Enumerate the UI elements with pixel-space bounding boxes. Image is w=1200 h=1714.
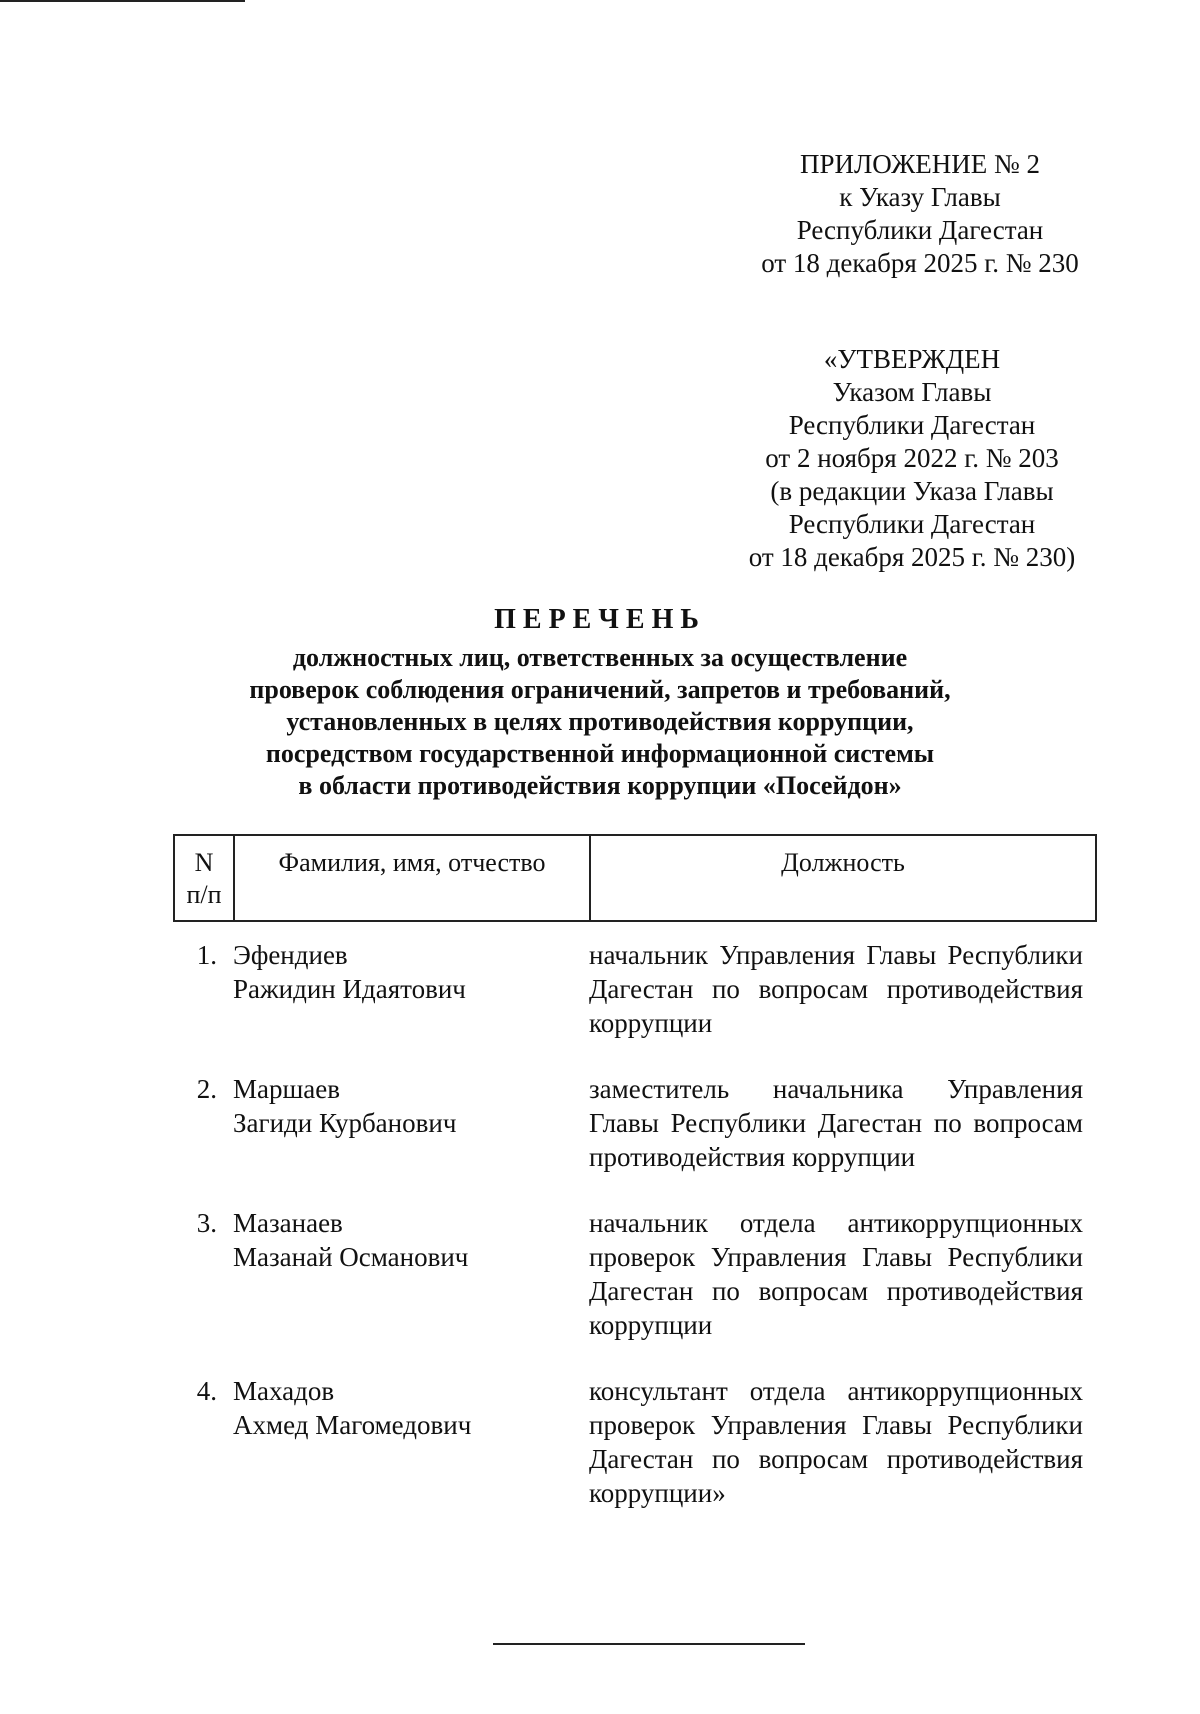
row-full-name — [233, 1072, 589, 1174]
table-header — [173, 834, 1097, 922]
appendix-date: от 18 декабря 2025 г. № 230 — [761, 248, 1079, 278]
row-position: начальник отдела антикоррупционных проверок Управления Главы Республики Дагестан по вопросам противодействия коррупции — [589, 1208, 1083, 1340]
row-surname: Мазанаев — [233, 1208, 343, 1238]
title-line-4: посредством государственной информационной системы — [265, 739, 935, 768]
approval-decree: Указом Главы — [832, 377, 992, 407]
approval-republic: Республики Дагестан — [788, 410, 1036, 440]
approval-edition-date: от 18 декабря 2025 г. № 230) — [748, 542, 1076, 572]
title-heading: ПЕРЕЧЕНЬ — [494, 604, 706, 635]
header-position: Должность — [781, 848, 905, 877]
row-given-names: Ражидин Идаятович — [233, 974, 466, 1004]
row-surname: Маршаев — [233, 1074, 340, 1104]
row-given-names: Ахмед Магомедович — [233, 1410, 472, 1440]
table-row — [173, 1374, 1097, 1510]
appendix-republic: Республики Дагестан — [796, 215, 1044, 245]
row-given-names: Мазанай Османович — [233, 1242, 469, 1272]
approval-date: от 2 ноября 2022 г. № 203 — [765, 443, 1059, 473]
row-full-name — [233, 1374, 589, 1510]
header-number-n: N — [194, 848, 214, 877]
row-position: заместитель начальника Управления Главы Республики Дагестан по вопросам противодействия коррупции — [589, 1074, 1083, 1172]
row-full-name — [233, 938, 589, 1040]
approval-title: «УТВЕРЖДЕН — [823, 344, 1001, 374]
table-row — [173, 1206, 1097, 1342]
approval-block — [702, 343, 1122, 574]
row-surname: Эфендиев — [233, 940, 348, 970]
approval-edition: (в редакции Указа Главы — [770, 476, 1054, 506]
appendix-decree-ref: к Указу Главы — [839, 182, 1001, 212]
row-number: 1. — [196, 940, 217, 970]
appendix-number: ПРИЛОЖЕНИЕ № 2 — [799, 149, 1041, 179]
approval-edition-republic: Республики Дагестан — [788, 509, 1036, 539]
officials-list — [173, 938, 1097, 1542]
row-surname: Махадов — [233, 1376, 335, 1406]
header-number — [175, 836, 235, 920]
document-title — [150, 604, 1050, 802]
title-line-2: проверок соблюдения ограничений, запретов и требований, — [249, 675, 951, 704]
row-position: начальник Управления Главы Республики Дагестан по вопросам противодействия коррупции — [589, 940, 1083, 1038]
row-number: 2. — [196, 1074, 217, 1104]
header-number-pp: п/п — [186, 880, 222, 909]
row-number: 4. — [196, 1376, 217, 1406]
table-row — [173, 938, 1097, 1040]
title-line-5: в области противодействия коррупции «Посейдон» — [298, 771, 902, 800]
row-number: 3. — [196, 1208, 217, 1238]
table-row — [173, 1072, 1097, 1174]
top-edge-rule — [0, 0, 245, 2]
appendix-header — [710, 148, 1130, 280]
closing-rule — [493, 1643, 805, 1645]
row-full-name — [233, 1206, 589, 1342]
title-line-3: установленных в целях противодействия коррупции, — [286, 707, 914, 736]
title-line-1: должностных лиц, ответственных за осуществление — [292, 643, 908, 672]
row-position: консультант отдела антикоррупционных проверок Управления Главы Республики Дагестан по вопросам противодействия коррупции» — [589, 1376, 1083, 1508]
row-given-names: Загиди Курбанович — [233, 1108, 457, 1138]
header-full-name: Фамилия, имя, отчество — [235, 836, 591, 920]
